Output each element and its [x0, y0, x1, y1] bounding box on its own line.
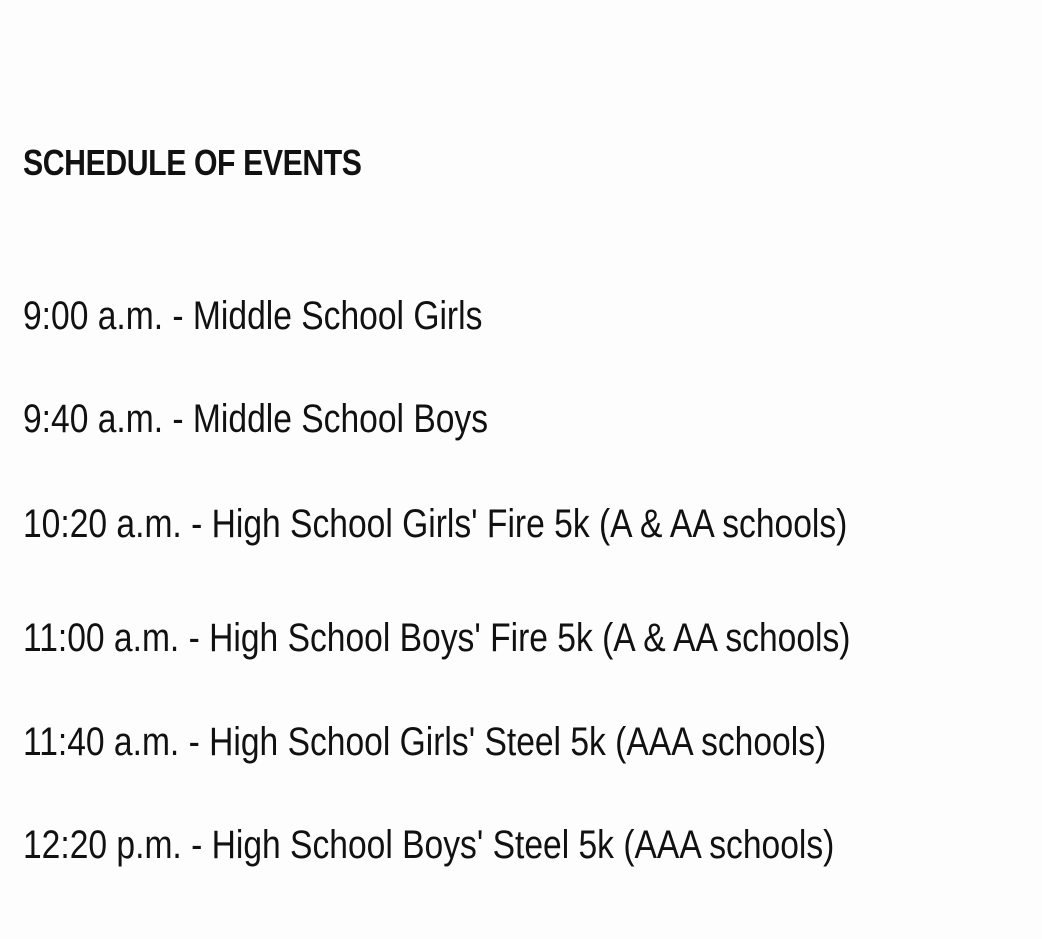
- event-item: 12:20 p.m. - High School Boys' Steel 5k (AAA schools): [23, 823, 835, 867]
- event-item: 11:00 a.m. - High School Boys' Fire 5k (A & AA schools): [23, 616, 851, 660]
- schedule-title: SCHEDULE OF EVENTS: [23, 142, 362, 183]
- event-item: 11:40 a.m. - High School Girls' Steel 5k (AAA schools): [23, 720, 827, 764]
- event-item: 9:00 a.m. - Middle School Girls: [23, 294, 483, 338]
- event-item: 10:20 a.m. - High School Girls' Fire 5k (A & AA schools): [23, 502, 848, 546]
- event-item: 9:40 a.m. - Middle School Boys: [23, 397, 489, 441]
